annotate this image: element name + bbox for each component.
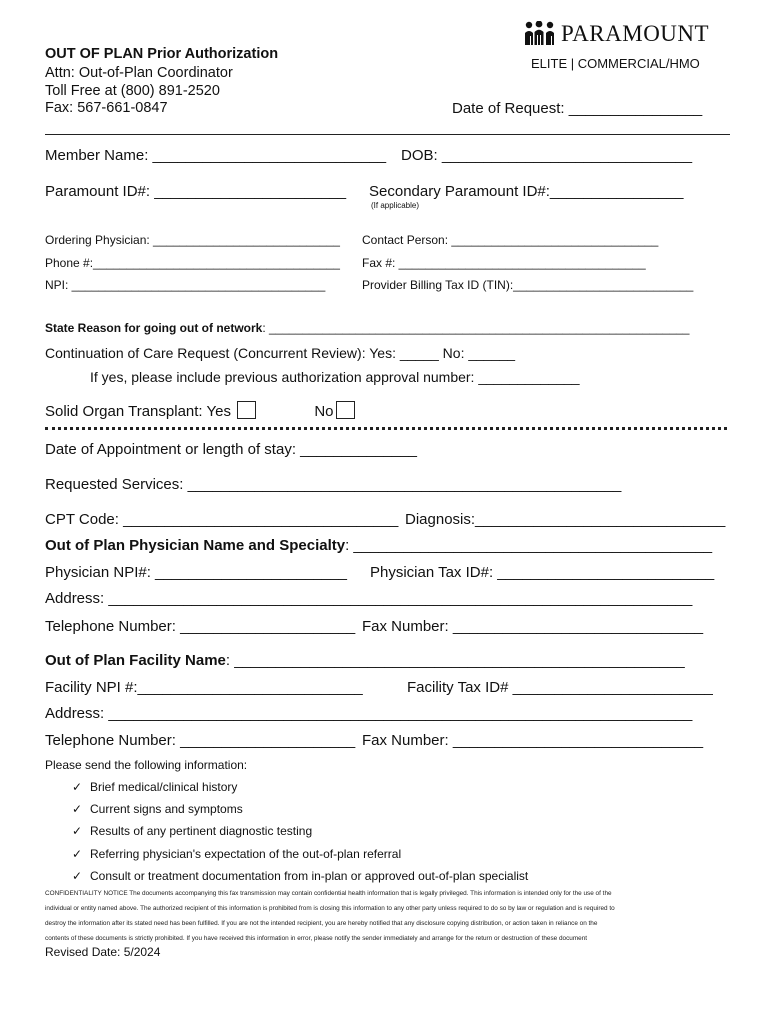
oop-physician-label: Out of Plan Physician Name and Specialty: [45, 537, 346, 554]
logo-text: PARAMOUNT: [561, 21, 710, 46]
reason-line[interactable]: : _______________________________________________________________: [262, 321, 690, 335]
list-item: ✓ Referring physician's expectation of the out-of-plan referral: [72, 847, 402, 861]
transplant-question: [45, 401, 355, 420]
facility-npi-field[interactable]: Facility NPI #:___________________________: [45, 679, 363, 696]
attn-line: Attn: Out-of-Plan Coordinator: [45, 65, 233, 81]
confidentiality-line: individual or entity named above. The authorized recipient of this information is prohibited from is closing this information to any other party unless required to do so by law or regulation and is required to: [45, 905, 615, 912]
physician-address-field[interactable]: Address: ______________________________________________________________________: [45, 590, 693, 607]
transplant-no-checkbox[interactable]: [336, 401, 355, 419]
member-name-field[interactable]: Member Name: ____________________________: [45, 147, 387, 164]
fax-field[interactable]: Fax #: _____________________________________: [362, 256, 646, 270]
oop-facility-line[interactable]: : ______________________________________________________: [225, 652, 685, 669]
form-title: OUT OF PLAN Prior Authorization: [45, 46, 279, 62]
phone-field[interactable]: Phone #:_____________________________________: [45, 256, 340, 270]
secondary-id-field[interactable]: Secondary Paramount ID#:________________: [369, 183, 684, 200]
facility-tax-id-field[interactable]: Facility Tax ID# ________________________: [407, 679, 713, 696]
paramount-logo: [523, 21, 709, 45]
header-divider: [45, 134, 730, 135]
people-icon: [523, 21, 557, 45]
list-item: ✓ Results of any pertinent diagnostic testing: [72, 824, 313, 838]
appointment-field[interactable]: Date of Appointment or length of stay: ______________: [45, 441, 417, 458]
oop-physician-line[interactable]: : ___________________________________________: [345, 537, 713, 554]
physician-fax-field[interactable]: Fax Number: ______________________________: [362, 618, 704, 635]
npi-field[interactable]: NPI: ______________________________________: [45, 278, 326, 292]
dotted-divider: [45, 427, 727, 430]
physician-telephone-field[interactable]: Telephone Number: _____________________: [45, 618, 356, 635]
checkmark-icon: ✓: [72, 847, 83, 861]
cpt-code-field[interactable]: CPT Code: _________________________________: [45, 511, 399, 528]
list-item: ✓ Consult or treatment documentation from in-plan or approved out-of-plan specialist: [72, 869, 529, 883]
checkmark-icon: ✓: [72, 780, 83, 794]
reason-field[interactable]: [45, 321, 689, 335]
facility-fax-field[interactable]: Fax Number: ______________________________: [362, 732, 704, 749]
continuation-of-care-field[interactable]: Continuation of Care Request (Concurrent Review): Yes: _____ No: ______: [45, 345, 516, 361]
prior-auth-number-field[interactable]: If yes, please include previous authorization approval number: _____________: [90, 369, 580, 385]
transplant-yes-label: Solid Organ Transplant: Yes: [45, 403, 231, 420]
checkmark-icon: ✓: [72, 824, 83, 838]
confidentiality-line: CONFIDENTIALITY NOTICE The documents accompanying this fax transmission may contain confidential health information that is legally privileged. This information is intended only for the use of the: [45, 890, 612, 897]
date-of-request-field[interactable]: Date of Request: ________________: [452, 100, 703, 117]
info-intro: Please send the following information:: [45, 758, 248, 772]
reason-label: State Reason for going out of network: [45, 321, 263, 335]
confidentiality-line: destroy the information after its stated need has been fulfilled. If you are not the intended recipient, you are hereby notified that any disclosure copying distribution, or action taken in reliance on the: [45, 920, 598, 927]
paramount-id-field[interactable]: Paramount ID#: _______________________: [45, 183, 347, 200]
tin-field[interactable]: Provider Billing Tax ID (TIN):___________________________: [362, 278, 694, 292]
plan-subtitle: ELITE | COMMERCIAL/HMO: [531, 56, 700, 71]
transplant-no-label: No: [314, 403, 334, 420]
physician-tax-id-field[interactable]: Physician Tax ID#: __________________________: [370, 564, 715, 581]
checkmark-icon: ✓: [72, 869, 83, 883]
diagnosis-field[interactable]: Diagnosis:______________________________: [405, 511, 726, 528]
requested-services-field[interactable]: Requested Services: ____________________________________________________: [45, 476, 622, 493]
ordering-physician-field[interactable]: Ordering Physician: ____________________________: [45, 233, 340, 247]
oop-physician-field[interactable]: [45, 537, 712, 554]
fax-line: Fax: 567-661-0847: [45, 100, 168, 116]
dob-field[interactable]: DOB: ______________________________: [401, 147, 693, 164]
list-item: ✓ Current signs and symptoms: [72, 802, 243, 816]
contact-person-field[interactable]: Contact Person: _______________________________: [362, 233, 659, 247]
if-applicable-note: (If applicable): [371, 201, 420, 210]
facility-address-field[interactable]: Address: ______________________________________________________________________: [45, 705, 693, 722]
revised-date: Revised Date: 5/2024: [45, 945, 161, 959]
checkmark-icon: ✓: [72, 802, 83, 816]
list-item: ✓ Brief medical/clinical history: [72, 780, 238, 794]
oop-facility-label: Out of Plan Facility Name: [45, 652, 226, 669]
oop-facility-field[interactable]: [45, 652, 685, 669]
transplant-yes-checkbox[interactable]: [237, 401, 256, 419]
facility-telephone-field[interactable]: Telephone Number: _____________________: [45, 732, 356, 749]
physician-npi-field[interactable]: Physician NPI#: _______________________: [45, 564, 347, 581]
toll-free-line: Toll Free at (800) 891-2520: [45, 83, 220, 99]
confidentiality-line: contents of these documents is strictly prohibited. If you have received this information in error, please notify the sender immediately and arrange for the return or destruction of these document: [45, 935, 588, 942]
